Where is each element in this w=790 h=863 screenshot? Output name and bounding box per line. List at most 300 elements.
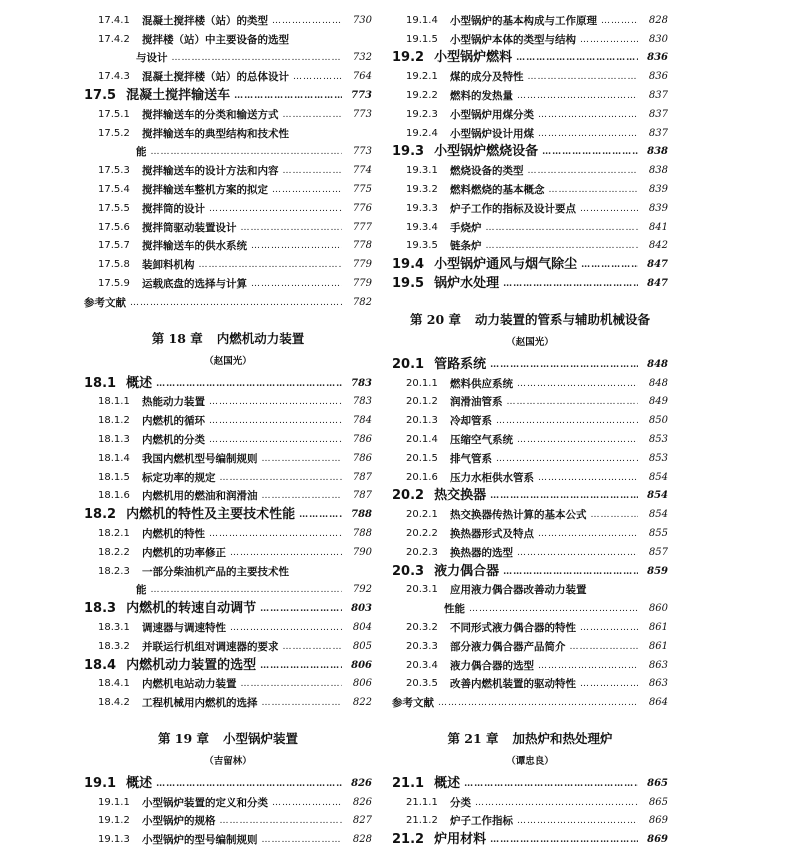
entry-number: 19.1 <box>84 775 117 790</box>
page-number: 787 <box>352 471 372 483</box>
subsection-entry <box>392 446 668 465</box>
entry-number: 20.2.1 <box>406 509 438 521</box>
entry-number: 19.3.5 <box>406 240 438 252</box>
entry-number: 17.5.5 <box>98 202 130 214</box>
page-number: 788 <box>352 527 372 539</box>
entry-number: 19.3.3 <box>406 202 438 214</box>
leader-dots <box>260 660 342 672</box>
entry-number: 20.2.3 <box>406 546 438 558</box>
chapter-heading <box>84 319 372 349</box>
entry-number: 20.3.3 <box>406 640 438 652</box>
entry-number: 21.2 <box>392 832 425 847</box>
section-entry <box>392 46 668 65</box>
chapter-title: 加热炉和热处理炉 <box>512 731 613 747</box>
leader-dots <box>490 490 638 502</box>
leader-dots <box>272 797 342 809</box>
subsection-entry <box>84 690 372 709</box>
entry-number: 19.4 <box>392 257 425 272</box>
leader-dots <box>220 472 343 484</box>
page-number: 854 <box>648 509 668 521</box>
subsection-entry <box>84 827 372 846</box>
subsection-entry <box>392 102 668 121</box>
entry-number: 18.2 <box>84 507 117 522</box>
page-number: 837 <box>648 108 668 120</box>
entry-title: 能 <box>136 146 147 159</box>
entry-title: 燃料供应系统 <box>450 377 513 390</box>
entry-number: 17.5.7 <box>98 240 130 252</box>
page-number: 764 <box>352 71 372 83</box>
section-entry <box>392 271 668 290</box>
leader-dots <box>517 815 638 827</box>
subsection-entry <box>392 578 668 597</box>
entry-title: 排气管系 <box>450 452 492 465</box>
page-number: 838 <box>648 165 668 177</box>
subsection-entry <box>392 371 668 390</box>
page-number: 864 <box>648 697 668 709</box>
leader-dots <box>580 203 638 215</box>
entry-number: 18.3.1 <box>98 621 130 633</box>
subsection-entry <box>84 252 372 271</box>
entry-continuation <box>84 578 372 597</box>
entry-title: 煤的成分及特性 <box>450 71 524 84</box>
entry-title: 搅拌筒驱动装置设计 <box>142 221 237 234</box>
entry-number: 18.1.5 <box>98 471 130 483</box>
entry-number: 20.3.2 <box>406 621 438 633</box>
subsection-entry <box>84 102 372 121</box>
leader-dots <box>230 622 342 634</box>
entry-title: 性能 <box>444 603 465 616</box>
leader-dots <box>209 434 342 446</box>
page-number: 786 <box>352 452 372 464</box>
section-entry <box>84 371 372 390</box>
page-number: 853 <box>648 433 668 445</box>
page-number: 830 <box>648 33 668 45</box>
entry-title: 燃料的发热量 <box>450 89 513 102</box>
entry-title: 部分液力偶合器产品简介 <box>450 640 566 653</box>
leader-dots <box>172 52 343 64</box>
leader-dots <box>538 660 638 672</box>
entry-title: 冷却管系 <box>450 415 492 428</box>
page-number: 775 <box>352 183 372 195</box>
entry-title: 小型锅炉燃烧设备 <box>434 144 539 159</box>
entry-title: 小型锅炉的规格 <box>142 815 216 828</box>
subsection-entry <box>392 27 668 46</box>
leader-dots <box>601 15 638 27</box>
subsection-entry <box>392 540 668 559</box>
entry-title: 换热器的选型 <box>450 546 513 559</box>
entry-title: 与设计 <box>136 52 168 65</box>
page-number: 859 <box>647 565 668 577</box>
leader-dots <box>262 697 343 709</box>
chapter-author: （谭忠良） <box>506 756 554 768</box>
leader-dots <box>283 109 343 121</box>
page-number: 839 <box>648 202 668 214</box>
leader-dots <box>580 34 638 46</box>
page-number: 850 <box>648 415 668 427</box>
page-number: 783 <box>352 396 372 408</box>
entry-number: 19.2.2 <box>406 89 438 101</box>
entry-number: 21.1 <box>392 775 425 790</box>
entry-title: 搅拌输送车的设计方法和内容 <box>142 165 279 178</box>
subsection-entry <box>84 8 372 27</box>
page-number: 857 <box>648 546 668 558</box>
subsection-entry <box>392 83 668 102</box>
entry-number: 17.5.2 <box>98 127 130 139</box>
leader-dots <box>230 547 342 559</box>
leader-dots <box>570 641 639 653</box>
leader-dots <box>580 678 638 690</box>
page-number: 828 <box>648 14 668 26</box>
leader-dots <box>517 90 638 102</box>
entry-number: 18.1.2 <box>98 415 130 427</box>
page-number: 869 <box>647 834 668 846</box>
chapter-heading <box>84 719 372 749</box>
leader-dots <box>241 678 343 690</box>
leader-dots <box>241 222 343 234</box>
entry-title: 液力偶合器的选型 <box>450 659 534 672</box>
entry-number: 20.3.1 <box>406 584 438 596</box>
leader-dots <box>262 453 343 465</box>
entry-number: 20.2 <box>392 488 425 503</box>
page-number: 869 <box>648 815 668 827</box>
leader-dots <box>199 259 343 271</box>
leader-dots <box>538 472 638 484</box>
page-number: 847 <box>647 259 668 271</box>
subsection-entry <box>392 653 668 672</box>
leader-dots <box>507 396 639 408</box>
subsection-entry <box>84 408 372 427</box>
leader-dots <box>209 203 342 215</box>
entry-title: 搅拌输送车的供水系统 <box>142 240 247 253</box>
entry-number: 19.2 <box>392 50 425 65</box>
page-number: 826 <box>352 796 372 808</box>
entry-title: 搅拌楼（站）中主要设备的选型 <box>142 33 289 46</box>
subsection-entry <box>84 559 372 578</box>
leader-dots <box>490 834 638 846</box>
page-number: 790 <box>352 546 372 558</box>
entry-number: 17.5.4 <box>98 183 130 195</box>
subsection-entry <box>84 158 372 177</box>
page-number: 855 <box>648 527 668 539</box>
page-number: 828 <box>352 834 372 846</box>
entry-title: 参考文献 <box>84 296 126 309</box>
page-number: 774 <box>352 165 372 177</box>
entry-number: 18.1.6 <box>98 490 130 502</box>
subsection-entry <box>84 672 372 691</box>
page-number: 848 <box>648 377 668 389</box>
section-entry <box>84 771 372 790</box>
entry-title: 装卸料机构 <box>142 259 195 272</box>
entry-title: 热交换器传热计算的基本公式 <box>450 509 587 522</box>
chapter-spacer <box>84 309 372 319</box>
entry-title: 搅拌输送车的典型结构和技术性 <box>142 127 289 140</box>
section-entry <box>84 653 372 672</box>
chapter-heading <box>392 719 668 749</box>
leader-dots <box>503 278 638 290</box>
toc-right-column <box>392 8 668 846</box>
subsection-entry <box>84 521 372 540</box>
entry-title: 能 <box>136 584 147 597</box>
entry-title: 混凝土搅拌楼（站）的总体设计 <box>142 71 289 84</box>
entry-title: 管路系统 <box>434 356 487 371</box>
references-entry <box>392 690 668 709</box>
page-number: 773 <box>352 146 372 158</box>
leader-dots <box>234 90 342 102</box>
leader-dots <box>293 71 342 83</box>
section-entry <box>84 502 372 521</box>
entry-number: 17.4.1 <box>98 14 130 26</box>
subsection-entry <box>392 427 668 446</box>
subsection-entry <box>392 465 668 484</box>
references-entry <box>84 290 372 309</box>
entry-title: 小型锅炉燃料 <box>434 50 513 65</box>
page-number: 732 <box>352 52 372 64</box>
subsection-entry <box>392 234 668 253</box>
page-number: 779 <box>352 277 372 289</box>
page-number: 861 <box>648 640 668 652</box>
leader-dots <box>475 797 638 809</box>
entry-number: 19.2.3 <box>406 108 438 120</box>
entry-title: 燃烧设备的类型 <box>450 165 524 178</box>
page-number: 826 <box>351 777 372 789</box>
entry-number: 18.3 <box>84 601 117 616</box>
entry-title: 压力水柜供水管系 <box>450 471 534 484</box>
entry-title: 小型锅炉用煤分类 <box>450 108 534 121</box>
entry-number: 17.5.8 <box>98 259 130 271</box>
entry-number: 19.1.5 <box>406 33 438 45</box>
entry-number: 20.1.4 <box>406 433 438 445</box>
page-number: 783 <box>351 377 372 389</box>
leader-dots <box>156 778 342 790</box>
leader-dots <box>538 528 638 540</box>
entry-number: 20.1.3 <box>406 415 438 427</box>
subsection-entry <box>84 427 372 446</box>
chapter-title: 动力装置的管系与辅助机械设备 <box>475 311 651 327</box>
subsection-entry <box>84 234 372 253</box>
entry-number: 19.3.2 <box>406 183 438 195</box>
leader-dots <box>517 547 638 559</box>
page-number: 837 <box>648 89 668 101</box>
leader-dots <box>517 434 638 446</box>
entry-title: 混凝土搅拌楼（站）的类型 <box>142 14 268 27</box>
subsection-entry <box>84 64 372 83</box>
entry-number: 17.5.1 <box>98 108 130 120</box>
entry-title: 搅拌输送车整机方案的拟定 <box>142 183 268 196</box>
chapter-number: 第 20 章 <box>409 311 462 327</box>
page-number: 837 <box>648 127 668 139</box>
toc-left-column <box>84 8 372 846</box>
entry-number: 17.5 <box>84 87 117 102</box>
entry-title: 手烧炉 <box>450 221 482 234</box>
entry-title: 一部分柴油机产品的主要技术性 <box>142 565 289 578</box>
leader-dots <box>262 834 343 846</box>
page-number: 839 <box>648 183 668 195</box>
page-number: 865 <box>648 796 668 808</box>
entry-title: 标定功率的规定 <box>142 471 216 484</box>
leader-dots <box>538 128 638 140</box>
chapter-author: （吉留林） <box>204 756 252 768</box>
entry-title: 概述 <box>126 775 153 790</box>
entry-number: 18.2.1 <box>98 527 130 539</box>
entry-number: 19.3 <box>392 144 425 159</box>
entry-number: 17.5.6 <box>98 221 130 233</box>
entry-title: 搅拌筒的设计 <box>142 202 205 215</box>
entry-number: 19.2.4 <box>406 127 438 139</box>
entry-title: 内燃机电站动力装置 <box>142 678 237 691</box>
subsection-entry <box>84 465 372 484</box>
entry-title: 内燃机的特性及主要技术性能 <box>126 507 296 522</box>
entry-title: 换热器形式及特点 <box>450 527 534 540</box>
subsection-entry <box>84 809 372 828</box>
section-entry <box>392 352 668 371</box>
subsection-entry <box>84 271 372 290</box>
page-number: 788 <box>351 509 372 521</box>
page-number: 847 <box>647 277 668 289</box>
entry-title: 分类 <box>450 796 471 809</box>
entry-number: 20.1.1 <box>406 377 438 389</box>
chapter-title: 小型锅炉装置 <box>223 731 299 747</box>
leader-dots <box>130 297 342 309</box>
subsection-entry <box>84 484 372 503</box>
leader-dots <box>209 396 342 408</box>
entry-title: 概述 <box>434 775 461 790</box>
leader-dots <box>486 222 639 234</box>
page-number: 836 <box>648 71 668 83</box>
leader-dots <box>220 815 343 827</box>
leader-dots <box>490 359 638 371</box>
subsection-entry <box>392 121 668 140</box>
entry-number: 17.4.3 <box>98 71 130 83</box>
entry-number: 19.5 <box>392 275 425 290</box>
entry-number: 21.1.2 <box>406 815 438 827</box>
section-entry <box>392 140 668 159</box>
subsection-entry <box>84 390 372 409</box>
entry-number: 18.4 <box>84 657 117 672</box>
page-number: 854 <box>647 490 668 502</box>
page-number: 860 <box>648 603 668 615</box>
leader-dots <box>549 184 639 196</box>
chapter-spacer <box>392 709 668 719</box>
entry-title: 小型锅炉的基本构成与工作原理 <box>450 14 597 27</box>
page-number: 804 <box>352 621 372 633</box>
leader-dots <box>581 259 638 271</box>
leader-dots <box>209 415 342 427</box>
chapter-number: 第 18 章 <box>151 330 203 346</box>
entry-title: 热交换器 <box>434 488 487 503</box>
entry-number: 19.3.1 <box>406 165 438 177</box>
page-number: 730 <box>352 14 372 26</box>
entry-number: 18.1 <box>84 375 117 390</box>
subsection-entry <box>392 196 668 215</box>
entry-title: 并联运行机组对调速器的要求 <box>142 640 279 653</box>
entry-title: 小型锅炉的型号编制规则 <box>142 834 258 847</box>
subsection-entry <box>392 521 668 540</box>
leader-dots <box>260 603 342 615</box>
chapter-title: 内燃机动力装置 <box>216 330 305 346</box>
leader-dots <box>538 109 638 121</box>
page-number: 865 <box>647 777 668 789</box>
subsection-entry <box>392 8 668 27</box>
entry-number: 19.3.4 <box>406 221 438 233</box>
leader-dots <box>486 240 639 252</box>
entry-title: 概述 <box>126 375 153 390</box>
subsection-entry <box>84 196 372 215</box>
subsection-entry <box>392 790 668 809</box>
subsection-entry <box>84 215 372 234</box>
leader-dots <box>209 528 342 540</box>
entry-number: 18.4.2 <box>98 697 130 709</box>
page-number: 863 <box>648 659 668 671</box>
subsection-entry <box>392 615 668 634</box>
entry-title: 内燃机的功率修正 <box>142 546 226 559</box>
subsection-entry <box>392 390 668 409</box>
page-number: 776 <box>352 202 372 214</box>
leader-dots <box>251 278 342 290</box>
page-number: 848 <box>647 358 668 370</box>
entry-title: 混凝土搅拌输送车 <box>126 87 231 102</box>
leader-dots <box>496 453 638 465</box>
entry-number: 19.1.3 <box>98 834 130 846</box>
chapter-spacer <box>392 290 668 300</box>
page-number: 777 <box>352 221 372 233</box>
subsection-entry <box>392 672 668 691</box>
entry-title: 润滑油管系 <box>450 396 503 409</box>
entry-title: 我国内燃机型号编制规则 <box>142 452 258 465</box>
entry-title: 压缩空气系统 <box>450 433 513 446</box>
entry-title: 热能动力装置 <box>142 396 205 409</box>
subsection-entry <box>84 790 372 809</box>
subsection-entry <box>392 64 668 83</box>
leader-dots <box>272 15 342 27</box>
subsection-entry <box>84 27 372 46</box>
entry-title: 内燃机的循环 <box>142 415 205 428</box>
leader-dots <box>283 641 343 653</box>
entry-title: 不同形式液力偶合器的特性 <box>450 621 576 634</box>
entry-title: 小型锅炉设计用煤 <box>450 127 534 140</box>
section-entry <box>392 484 668 503</box>
entry-title: 运载底盘的选择与计算 <box>142 277 247 290</box>
leader-dots <box>464 778 638 790</box>
leader-dots <box>272 184 342 196</box>
page-number: 773 <box>352 108 372 120</box>
page-number: 841 <box>648 221 668 233</box>
entry-number: 17.5.3 <box>98 165 130 177</box>
subsection-entry <box>84 540 372 559</box>
leader-dots <box>591 509 639 521</box>
entry-number: 19.1.2 <box>98 815 130 827</box>
chapter-number: 第 19 章 <box>157 731 210 747</box>
page-number: 778 <box>352 240 372 252</box>
subsection-entry <box>84 121 372 140</box>
entry-number: 18.3.2 <box>98 640 130 652</box>
entry-number: 20.1.2 <box>406 396 438 408</box>
entry-number: 18.4.1 <box>98 678 130 690</box>
entry-number: 18.1.1 <box>98 396 130 408</box>
chapter-number: 第 21 章 <box>447 731 499 747</box>
entry-title: 改善内燃机装置的驱动特性 <box>450 678 576 691</box>
entry-number: 18.2.3 <box>98 565 130 577</box>
chapter-spacer <box>84 709 372 719</box>
leader-dots <box>283 165 343 177</box>
subsection-entry <box>392 809 668 828</box>
leader-dots <box>151 146 343 158</box>
entry-title: 炉子工作的指标及设计要点 <box>450 202 576 215</box>
subsection-entry <box>392 215 668 234</box>
leader-dots <box>516 52 638 64</box>
page-number: 806 <box>351 659 372 671</box>
section-entry <box>392 252 668 271</box>
entry-title: 内燃机的转速自动调节 <box>126 601 257 616</box>
